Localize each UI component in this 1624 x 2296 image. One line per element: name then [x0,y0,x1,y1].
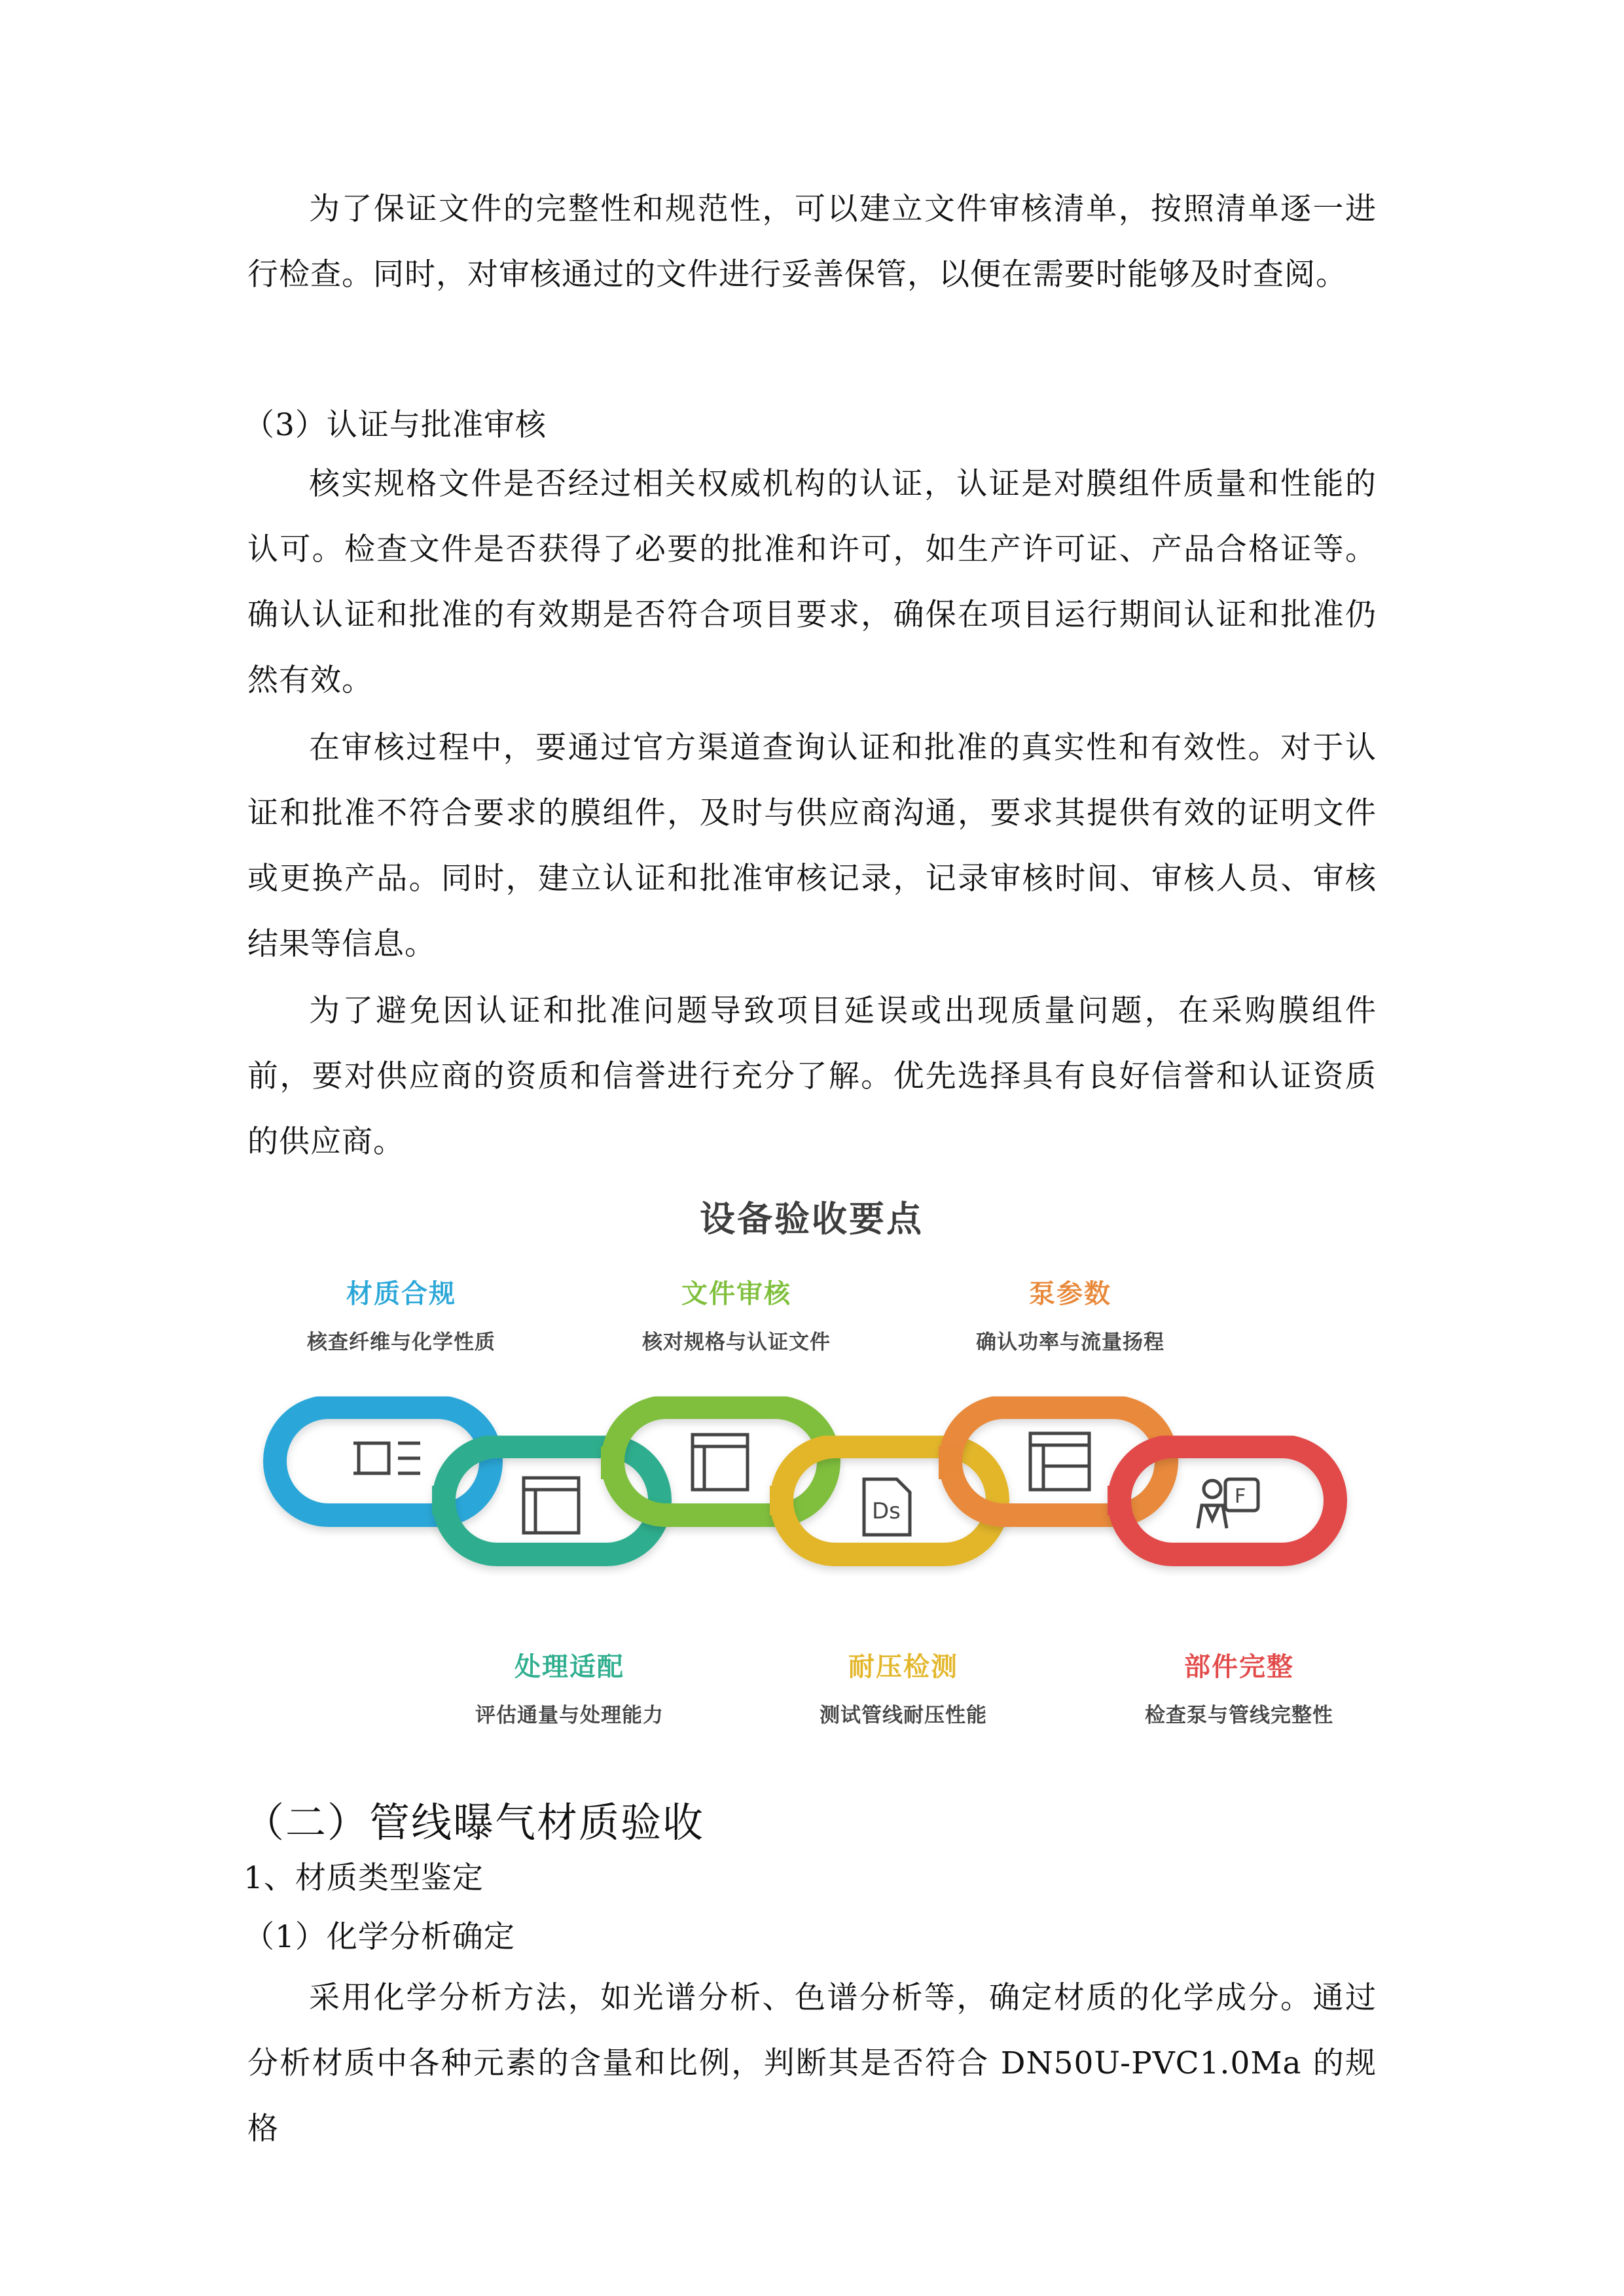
acceptance-points-figure [249,1172,1375,1787]
label-document-review: 文件审核 [681,1279,791,1309]
label-process-fit: 处理适配 [514,1652,624,1682]
paragraph-certification-verify: 核实规格文件是否经过相关权威机构的认证，认证是对膜组件质量和性能的认可。检查文件是否获得了必要的批准和许可，如生产许可证、产品合格证等。确认认证和批准的有效期是否符合项目要求，确保在项目运行期间认证和批准仍然有效。 [247,466,1377,698]
figure-title: 设备验收要点 [700,1198,924,1240]
paragraph-review-process: 在审核过程中，要通过官方渠道查询认证和批准的真实性和有效性。对于认证和批准不符合要求的膜组件，及时与供应商沟通，要求其提供有效的证明文件或更换产品。同时，建立认证和批准审核记录，记录审核时间、审核人员、审核结果等信息。 [247,730,1377,962]
desc-pump-parameters: 确认功率与流量扬程 [976,1331,1164,1354]
document-icon [353,1443,420,1473]
ds-file-icon [864,1479,910,1535]
paragraph-chemical-analysis: 采用化学分析方法，如光谱分析、色谱分析等，确定材质的化学成分。通过分析材质中各种元素的含量和比例，判断其是否符合 DN50U-PVC1.0Ma 的规格 [247,1980,1377,2147]
subheading-certification-review: （3）认证与批准审核 [244,407,547,443]
svg-text:Ds: Ds [872,1498,901,1524]
desc-pressure-test: 测试管线耐压性能 [820,1704,987,1727]
layout-icon [1030,1433,1089,1490]
paragraph-file-checklist: 为了保证文件的完整性和规范性，可以建立文件审核清单，按照清单逐一进行检查。同时，对审核通过的文件进行妥善保管，以便在需要时能够及时查阅。 [247,191,1377,293]
desc-parts-complete: 检查泵与管线完整性 [1145,1704,1333,1727]
desc-material-compliance: 核查纤维与化学性质 [307,1331,496,1354]
label-material-compliance: 材质合规 [346,1279,456,1309]
label-pressure-test: 耐压检测 [848,1652,958,1682]
chain-links-graphic [249,1381,1375,1590]
subheading-material-type: 1、材质类型鉴定 [244,1860,484,1896]
paragraph-supplier-qualification: 为了避免因认证和批准问题导致项目延误或出现质量问题，在采购膜组件前，要对供应商的资质和信誉进行充分了解。优先选择具有良好信誉和认证资质的供应商。 [247,993,1377,1160]
desc-process-fit: 评估通量与处理能力 [475,1704,664,1727]
section-title-pipeline-material: （二）管线曝气材质验收 [244,1799,705,1846]
label-parts-complete: 部件完整 [1184,1652,1294,1682]
window-icon [693,1435,748,1490]
subheading-chemical-analysis: （1）化学分析确定 [244,1919,515,1955]
svg-text:F: F [1235,1485,1246,1508]
desc-document-review: 核对规格与认证文件 [642,1331,831,1354]
label-pump-parameters: 泵参数 [1029,1279,1111,1309]
window-icon [524,1478,579,1533]
person-card-icon [1198,1479,1258,1528]
